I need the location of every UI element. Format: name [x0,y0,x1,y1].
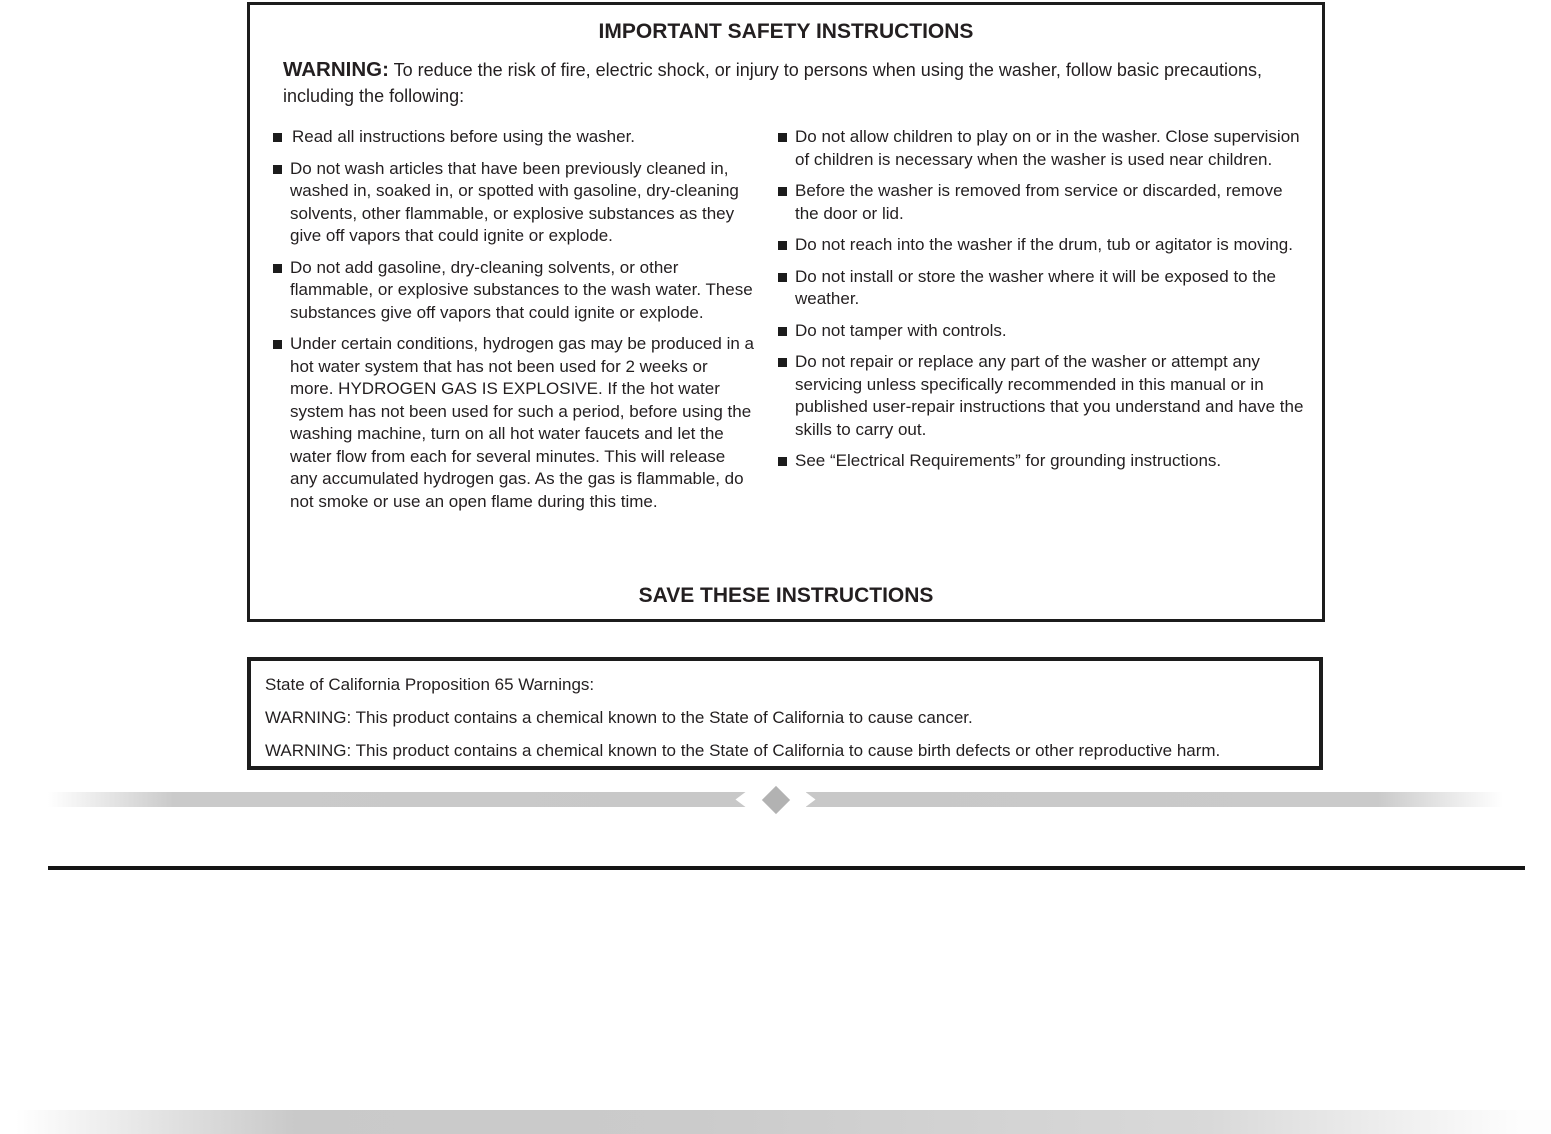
list-item [778,234,1308,257]
list-item [778,180,1308,225]
bullet-square-icon [273,133,282,142]
bullet-text: Do not allow children to play on or in the washer. Close supervision of children is necessary when the washer is used near children. [795,127,1300,169]
bullet-text: Do not wash articles that have been previously cleaned in, washed in, soaked in, or spotted with gasoline, dry-cleaning solvents, other flammable, or explosive substances as they give off vapors that could ignite or explode. [290,158,739,245]
list-item [273,333,755,513]
bullet-square-icon [778,133,787,142]
divider-bar-right [806,792,1504,807]
bullet-square-icon [778,273,787,282]
prop65-warning-reproductive: WARNING: This product contains a chemical known to the State of California to cause birth defects or other reproductive harm. [265,741,1221,760]
bullet-text: Do not install or store the washer where it will be exposed to the weather. [795,266,1276,308]
list-item [778,126,1308,171]
list-item [778,266,1308,311]
diamond-icon [761,785,789,813]
bullet-square-icon [778,327,787,336]
bullet-square-icon [778,358,787,367]
bullet-square-icon [778,457,787,466]
footer-gradient-bar [0,1110,1551,1134]
decorative-divider [48,792,1503,807]
bullet-columns [250,126,1322,522]
bullet-column-left [273,126,755,522]
divider-bar-left [48,792,746,807]
safety-instructions-box [247,2,1325,622]
horizontal-rule [48,866,1525,870]
bullet-text: Do not tamper with controls. [795,320,1007,340]
save-instructions-heading: SAVE THESE INSTRUCTIONS [638,584,934,607]
bullet-text: Read all instructions before using the washer. [292,127,636,146]
list-item [273,158,755,248]
bullet-square-icon [273,340,282,349]
prop65-warning-cancer: WARNING: This product contains a chemical known to the State of California to cause cancer. [265,708,973,727]
warning-label: WARNING: [283,58,389,81]
bullet-text: Under certain conditions, hydrogen gas may be produced in a hot water system that has not been used for 2 weeks or more. HYDROGEN GAS IS EXPLOSIVE. If the hot water system has not been used for such a period, before using the washing machine, turn on all hot water faucets and let the water flow from each for several minutes. This will release any accumulated hydrogen gas. As the gas is flammable, do not smoke or use an open flame during this time. [290,334,755,511]
bullet-square-icon [273,165,282,174]
page-title: IMPORTANT SAFETY INSTRUCTIONS [598,20,974,43]
list-item [778,450,1308,473]
bullet-text: Before the washer is removed from service or discarded, remove the door or lid. [795,181,1283,223]
warning-text: To reduce the risk of fire, electric shock, or injury to persons when using the washer, follow basic precautions, including the following: [283,60,1263,106]
list-item [778,320,1308,343]
list-item [778,351,1308,441]
bullet-text: See “Electrical Requirements” for grounding instructions. [795,451,1222,470]
bullet-text: Do not repair or replace any part of the washer or attempt any servicing unless specifically recommended in this manual or in published user-repair instructions that you understand and have the skills to carry out. [795,352,1304,439]
warning-intro [283,57,1292,109]
bullet-column-right [778,126,1308,522]
prop65-warnings-box [247,657,1323,770]
prop65-heading: State of California Proposition 65 Warnings: [265,675,595,694]
bullet-text: Do not reach into the washer if the drum, tub or agitator is moving. [795,235,1293,254]
list-item [273,257,755,325]
bullet-text: Do not add gasoline, dry-cleaning solvents, or other flammable, or explosive substances to the wash water. These substances give off vapors that could ignite or explode. [290,257,753,322]
list-item [273,126,755,149]
bullet-square-icon [273,264,282,273]
bullet-square-icon [778,241,787,250]
bullet-square-icon [778,187,787,196]
